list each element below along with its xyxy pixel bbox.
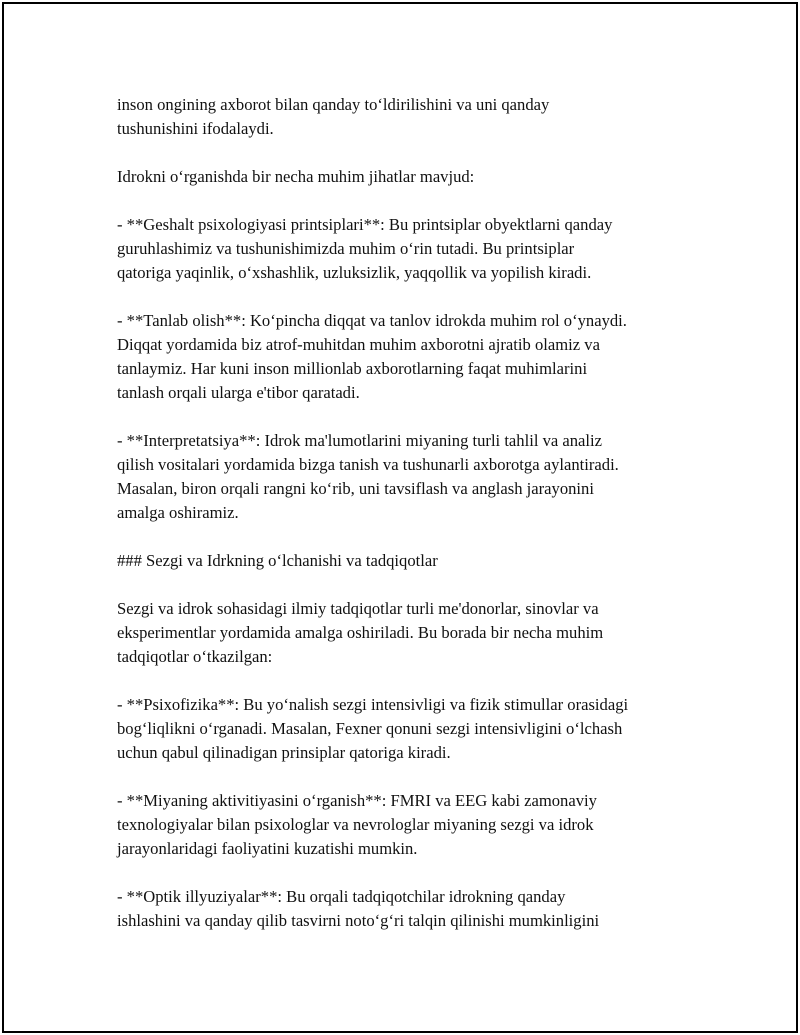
text-line: - **Interpretatsiya**: Idrok ma'lumotlarini miyaning turli tahlil va analiz [117, 431, 602, 450]
text-line: ### Sezgi va Idrkning o‘lchanishi va tadqiqotlar [117, 551, 438, 570]
paragraph [117, 597, 697, 669]
text-line: - **Optik illyuziyalar**: Bu orqali tadqiqotchilar idrokning qanday [117, 887, 566, 906]
text-line: jarayonlaridagi faoliyatini kuzatishi mumkin. [117, 839, 418, 858]
text-line: - **Tanlab olish**: Ko‘pincha diqqat va tanlov idrokda muhim rol o‘ynaydi. [117, 311, 627, 330]
text-line: tadqiqotlar o‘tkazilgan: [117, 647, 273, 666]
paragraph [117, 213, 697, 285]
document-body [117, 93, 697, 957]
text-line: Sezgi va idrok sohasidagi ilmiy tadqiqotlar turli me'donorlar, sinovlar va [117, 599, 599, 618]
text-line: tanlaymiz. Har kuni inson millionlab axborotlarning faqat muhimlarini [117, 359, 588, 378]
paragraph [117, 789, 697, 861]
text-line: Diqqat yordamida biz atrof-muhitdan muhim axborotni ajratib olamiz va [117, 335, 600, 354]
text-line: bog‘liqlikni o‘rganadi. Masalan, Fexner qonuni sezgi intensivligini o‘lchash [117, 719, 623, 738]
text-line: guruhlashimiz va tushunishimizda muhim o‘rin tutadi. Bu printsiplar [117, 239, 575, 258]
paragraph [117, 885, 697, 933]
paragraph [117, 429, 697, 525]
text-line: qatoriga yaqinlik, o‘xshashlik, uzluksizlik, yaqqollik va yopilish kiradi. [117, 263, 592, 282]
text-line: uchun qabul qilinadigan prinsiplar qatoriga kiradi. [117, 743, 451, 762]
text-line: texnologiyalar bilan psixologlar va nevrologlar miyaning sezgi va idrok [117, 815, 594, 834]
text-line: tushunishini ifodalaydi. [117, 119, 274, 138]
text-line: amalga oshiramiz. [117, 503, 239, 522]
paragraph [117, 165, 697, 189]
text-line: ishlashini va qanday qilib tasvirni noto‘g‘ri talqin qilinishi mumkinligini [117, 911, 600, 930]
text-line: - **Miyaning aktivitiyasini o‘rganish**: FMRI va EEG kabi zamonaviy [117, 791, 597, 810]
text-line: - **Geshalt psixologiyasi printsiplari**: Bu printsiplar obyektlarni qanday [117, 215, 613, 234]
text-line: eksperimentlar yordamida amalga oshiriladi. Bu borada bir necha muhim [117, 623, 604, 642]
paragraph [117, 693, 697, 765]
text-line: Masalan, biron orqali rangni ko‘rib, uni tavsiflash va anglash jarayonini [117, 479, 594, 498]
paragraph [117, 549, 697, 573]
text-line: - **Psixofizika**: Bu yo‘nalish sezgi intensivligi va fizik stimullar orasidagi [117, 695, 629, 714]
text-line: tanlash orqali ularga e'tibor qaratadi. [117, 383, 360, 402]
text-line: Idrokni o‘rganishda bir necha muhim jihatlar mavjud: [117, 167, 475, 186]
paragraph [117, 309, 697, 405]
paragraph [117, 93, 697, 141]
text-line: qilish vositalari yordamida bizga tanish va tushunarli axborotga aylantiradi. [117, 455, 619, 474]
text-line: inson ongining axborot bilan qanday to‘ldirilishini va uni qanday [117, 95, 550, 114]
